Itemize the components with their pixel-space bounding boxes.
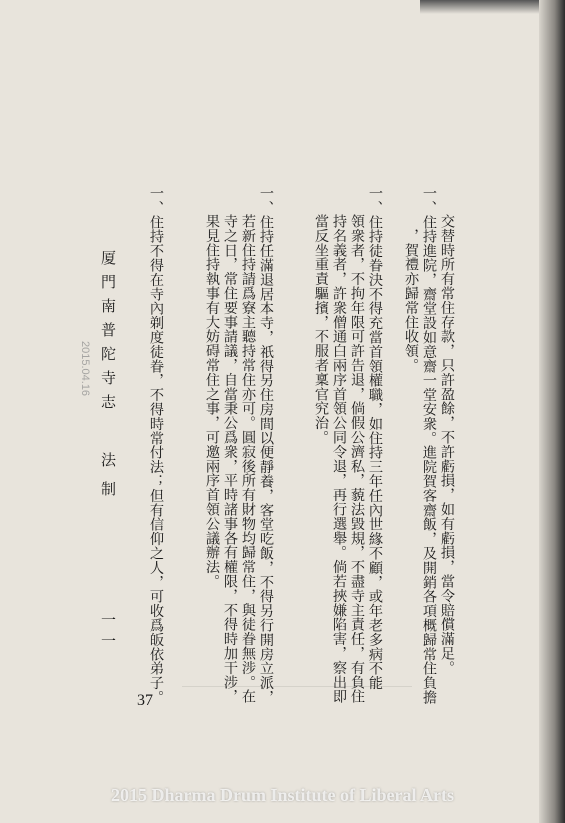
- text-column: 交替時所有常住存款，只許盈餘，不許虧損，如有虧損，當令賠償滿足。: [439, 214, 455, 675]
- text-column: ，賀禮亦歸常住收領。: [403, 214, 419, 373]
- text-column: 當反坐重責驅擯，不服者稟官究治。: [313, 214, 329, 445]
- watermark: 2015 Dharma Drum Institute of Liberal Arts: [111, 785, 454, 805]
- section-title: 法制: [99, 452, 117, 510]
- page-number: 37: [137, 692, 153, 709]
- text-column: 一、住持不得在寺內剃度徒眷，不得時常付法；但有信仰之人，可收爲皈依弟子。: [148, 186, 164, 705]
- text-column: 寺之日，常住要事請議，自當秉公爲衆，平時諸事各有權限，不得時加干涉，: [222, 214, 238, 704]
- folio-number: 一一: [99, 612, 117, 654]
- text-column: 一、住持徒眷決不得充當首領權職，如住持三年任內世緣不顧，或年老多病不能: [367, 186, 383, 690]
- text-column: 果見住持執事有大妨碍常住之事，可邀兩序首領公議辦法。: [204, 214, 220, 589]
- text-column: 領衆者，不拘年限可許告退，倘假公濟私，藐法毀規，不盡寺主責任，有負住: [349, 214, 365, 704]
- text-column: 持名義者，許衆僧通白兩序首領公同令退，再行選舉。倘若挾嫌陷害，察出即: [331, 214, 347, 704]
- faint-rule: [182, 686, 412, 687]
- text-column: 若新住持請爲寮主聽持常住亦可。圓寂後所有財物均歸常住，與徒眷無涉。在: [240, 214, 256, 704]
- text-column: 一、住持進院，齋堂設如意齋一堂安衆。進院賀客齋飯，及開銷各項概歸常住負擔: [421, 186, 437, 705]
- date-stamp: 2015.04.16: [79, 341, 91, 397]
- book-title: 厦門南普陀寺志: [99, 250, 117, 418]
- text-column: 一、住持任滿退居本寺，祇得另住房間以便靜養，客堂吃飯，不得另行開房立派，: [258, 186, 274, 705]
- book-spine-shadow: [539, 0, 565, 823]
